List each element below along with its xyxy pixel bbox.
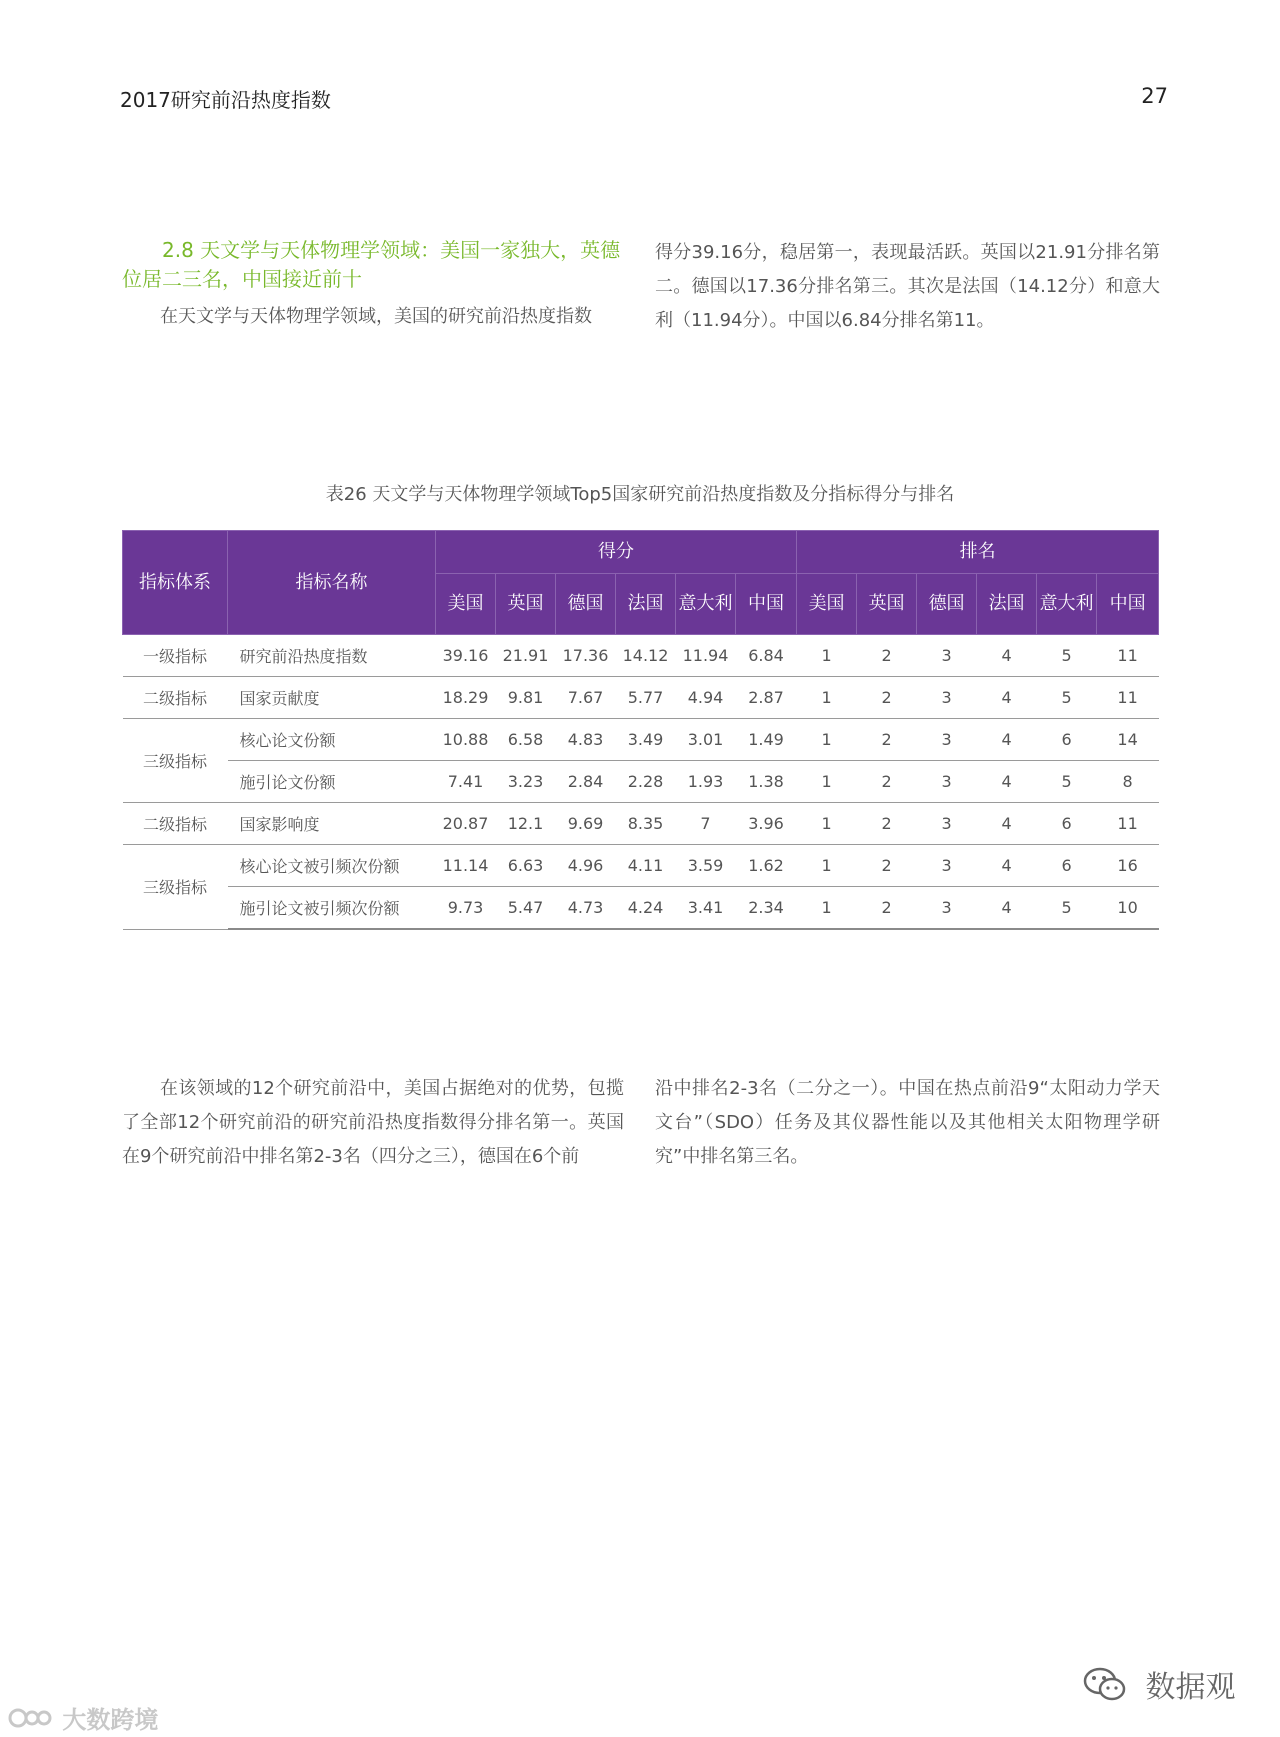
score-cell: 2.34 [736, 887, 797, 930]
watermark-logo-icon [8, 1706, 54, 1736]
score-cell: 10.88 [436, 719, 496, 761]
score-cell: 7.67 [556, 677, 616, 719]
score-cell: 4.73 [556, 887, 616, 930]
body-paragraph-left: 在该领域的12个研究前沿中，美国占据绝对的优势，包揽了全部12个研究前沿的研究前沿热度指数得分排名第一。英国在9个研究前沿中排名第2-3名（四分之三），德国在6个前 [122, 1078, 624, 1167]
table-row [123, 677, 1159, 719]
score-cell: 3.41 [676, 887, 736, 930]
score-cell: 6.58 [496, 719, 556, 761]
score-cell: 6.63 [496, 845, 556, 887]
score-cell: 5.77 [616, 677, 676, 719]
indicator-level: 二级指标 [123, 677, 228, 719]
rank-cell: 3 [917, 887, 977, 930]
score-cell: 6.84 [736, 635, 797, 677]
rank-cell: 4 [977, 845, 1037, 887]
header-indicator-system: 指标体系 [123, 531, 228, 635]
score-cell: 3.01 [676, 719, 736, 761]
rank-cell: 2 [857, 803, 917, 845]
rank-cell: 1 [797, 887, 857, 930]
score-cell: 39.16 [436, 635, 496, 677]
score-cell: 4.11 [616, 845, 676, 887]
score-cell: 3.49 [616, 719, 676, 761]
indicator-name: 国家影响度 [228, 803, 436, 845]
rank-cell: 1 [797, 635, 857, 677]
score-cell: 5.47 [496, 887, 556, 930]
score-cell: 9.69 [556, 803, 616, 845]
score-cell: 11.94 [676, 635, 736, 677]
table-row [123, 845, 1159, 887]
intro-right-column [655, 236, 1160, 338]
rank-cell: 4 [977, 719, 1037, 761]
rank-cell: 11 [1097, 677, 1159, 719]
score-cell: 2.87 [736, 677, 797, 719]
table-row [123, 887, 1159, 930]
rank-cell: 2 [857, 887, 917, 930]
score-cell: 12.1 [496, 803, 556, 845]
score-cell: 4.94 [676, 677, 736, 719]
indicator-table [122, 530, 1159, 930]
rank-cell: 2 [857, 719, 917, 761]
header-rank-country: 美国 [797, 574, 857, 635]
score-cell: 7.41 [436, 761, 496, 803]
header-score-country: 中国 [736, 574, 797, 635]
score-cell: 8.35 [616, 803, 676, 845]
indicator-name: 核心论文被引频次份额 [228, 845, 436, 887]
score-cell: 9.81 [496, 677, 556, 719]
rank-cell: 4 [977, 761, 1037, 803]
score-cell: 1.49 [736, 719, 797, 761]
indicator-table-wrap [122, 530, 1158, 930]
header-indicator-name: 指标名称 [228, 531, 436, 635]
rank-cell: 1 [797, 803, 857, 845]
rank-cell: 5 [1037, 635, 1097, 677]
indicator-name: 核心论文份额 [228, 719, 436, 761]
body-paragraph-right: 沿中排名2-3名（二分之一）。中国在热点前沿9“太阳动力学天文台”（SDO）任务及其仪器性能以及其他相关太阳物理学研究”中排名第三名。 [655, 1078, 1160, 1167]
score-cell: 11.14 [436, 845, 496, 887]
rank-cell: 6 [1037, 803, 1097, 845]
page-number: 27 [1141, 84, 1168, 108]
score-cell: 3.96 [736, 803, 797, 845]
rank-cell: 4 [977, 635, 1037, 677]
intro-paragraph-left: 在天文学与天体物理学领域，美国的研究前沿热度指数 [160, 306, 592, 327]
score-cell: 21.91 [496, 635, 556, 677]
header-score-country: 德国 [556, 574, 616, 635]
table-row [123, 803, 1159, 845]
rank-cell: 10 [1097, 887, 1159, 930]
table-row [123, 761, 1159, 803]
table-caption: 表26 天文学与天体物理学领域Top5国家研究前沿热度指数及分指标得分与排名 [325, 484, 955, 505]
table-row [123, 635, 1159, 677]
rank-cell: 5 [1037, 887, 1097, 930]
rank-cell: 5 [1037, 761, 1097, 803]
score-cell: 4.24 [616, 887, 676, 930]
score-cell: 1.93 [676, 761, 736, 803]
header-score-country: 美国 [436, 574, 496, 635]
indicator-level: 三级指标 [123, 845, 228, 930]
rank-cell: 5 [1037, 677, 1097, 719]
rank-cell: 11 [1097, 635, 1159, 677]
body-right-column [655, 1072, 1160, 1174]
score-cell: 1.38 [736, 761, 797, 803]
wechat-icon [1082, 1665, 1128, 1713]
body-left-column [122, 1072, 624, 1174]
rank-cell: 3 [917, 761, 977, 803]
header-score-country: 英国 [496, 574, 556, 635]
header-rank-country: 英国 [857, 574, 917, 635]
watermark-left-text: 大数跨境 [62, 1706, 159, 1734]
header-score-group: 得分 [436, 531, 797, 574]
score-cell: 3.23 [496, 761, 556, 803]
score-cell: 14.12 [616, 635, 676, 677]
score-cell: 17.36 [556, 635, 616, 677]
header-score-country: 意大利 [676, 574, 736, 635]
score-cell: 2.28 [616, 761, 676, 803]
score-cell: 18.29 [436, 677, 496, 719]
rank-cell: 4 [977, 677, 1037, 719]
score-cell: 4.96 [556, 845, 616, 887]
running-header-title: 2017研究前沿热度指数 [120, 88, 331, 112]
indicator-name: 施引论文份额 [228, 761, 436, 803]
indicator-level: 二级指标 [123, 803, 228, 845]
rank-cell: 1 [797, 761, 857, 803]
rank-cell: 2 [857, 677, 917, 719]
score-cell: 3.59 [676, 845, 736, 887]
rank-cell: 6 [1037, 845, 1097, 887]
rank-cell: 1 [797, 845, 857, 887]
rank-cell: 2 [857, 761, 917, 803]
intro-paragraph-right: 得分39.16分，稳居第一，表现最活跃。英国以21.91分排名第二。德国以17.36分排名第三。其次是法国（14.12分）和意大利（11.94分）。中国以6.84分排名第11。 [655, 242, 1160, 331]
score-cell: 1.62 [736, 845, 797, 887]
rank-cell: 3 [917, 803, 977, 845]
table-body [123, 635, 1159, 930]
indicator-level: 一级指标 [123, 635, 228, 677]
table-row [123, 719, 1159, 761]
rank-cell: 16 [1097, 845, 1159, 887]
rank-cell: 14 [1097, 719, 1159, 761]
rank-cell: 3 [917, 677, 977, 719]
rank-cell: 11 [1097, 803, 1159, 845]
header-score-country: 法国 [616, 574, 676, 635]
rank-cell: 1 [797, 719, 857, 761]
header-rank-country: 中国 [1097, 574, 1159, 635]
score-cell: 7 [676, 803, 736, 845]
rank-cell: 6 [1037, 719, 1097, 761]
watermark-right-text: 数据观 [1145, 1670, 1236, 1705]
header-rank-group: 排名 [797, 531, 1159, 574]
header-rank-country: 法国 [977, 574, 1037, 635]
rank-cell: 2 [857, 845, 917, 887]
rank-cell: 4 [977, 803, 1037, 845]
rank-cell: 3 [917, 845, 977, 887]
rank-cell: 3 [917, 719, 977, 761]
watermark-left [8, 1700, 158, 1736]
section-heading: 2.8 天文学与天体物理学领域：美国一家独大，英德位居二三名，中国接近前十 [122, 238, 621, 291]
rank-cell: 4 [977, 887, 1037, 930]
rank-cell: 1 [797, 677, 857, 719]
score-cell: 9.73 [436, 887, 496, 930]
watermark-right [1082, 1662, 1236, 1713]
rank-cell: 3 [917, 635, 977, 677]
indicator-level: 三级指标 [123, 719, 228, 803]
score-cell: 4.83 [556, 719, 616, 761]
score-cell: 2.84 [556, 761, 616, 803]
indicator-name: 国家贡献度 [228, 677, 436, 719]
indicator-name: 研究前沿热度指数 [228, 635, 436, 677]
rank-cell: 8 [1097, 761, 1159, 803]
header-rank-country: 德国 [917, 574, 977, 635]
indicator-name: 施引论文被引频次份额 [228, 887, 436, 930]
score-cell: 20.87 [436, 803, 496, 845]
rank-cell: 2 [857, 635, 917, 677]
intro-left-column [122, 236, 624, 334]
header-rank-country: 意大利 [1037, 574, 1097, 635]
